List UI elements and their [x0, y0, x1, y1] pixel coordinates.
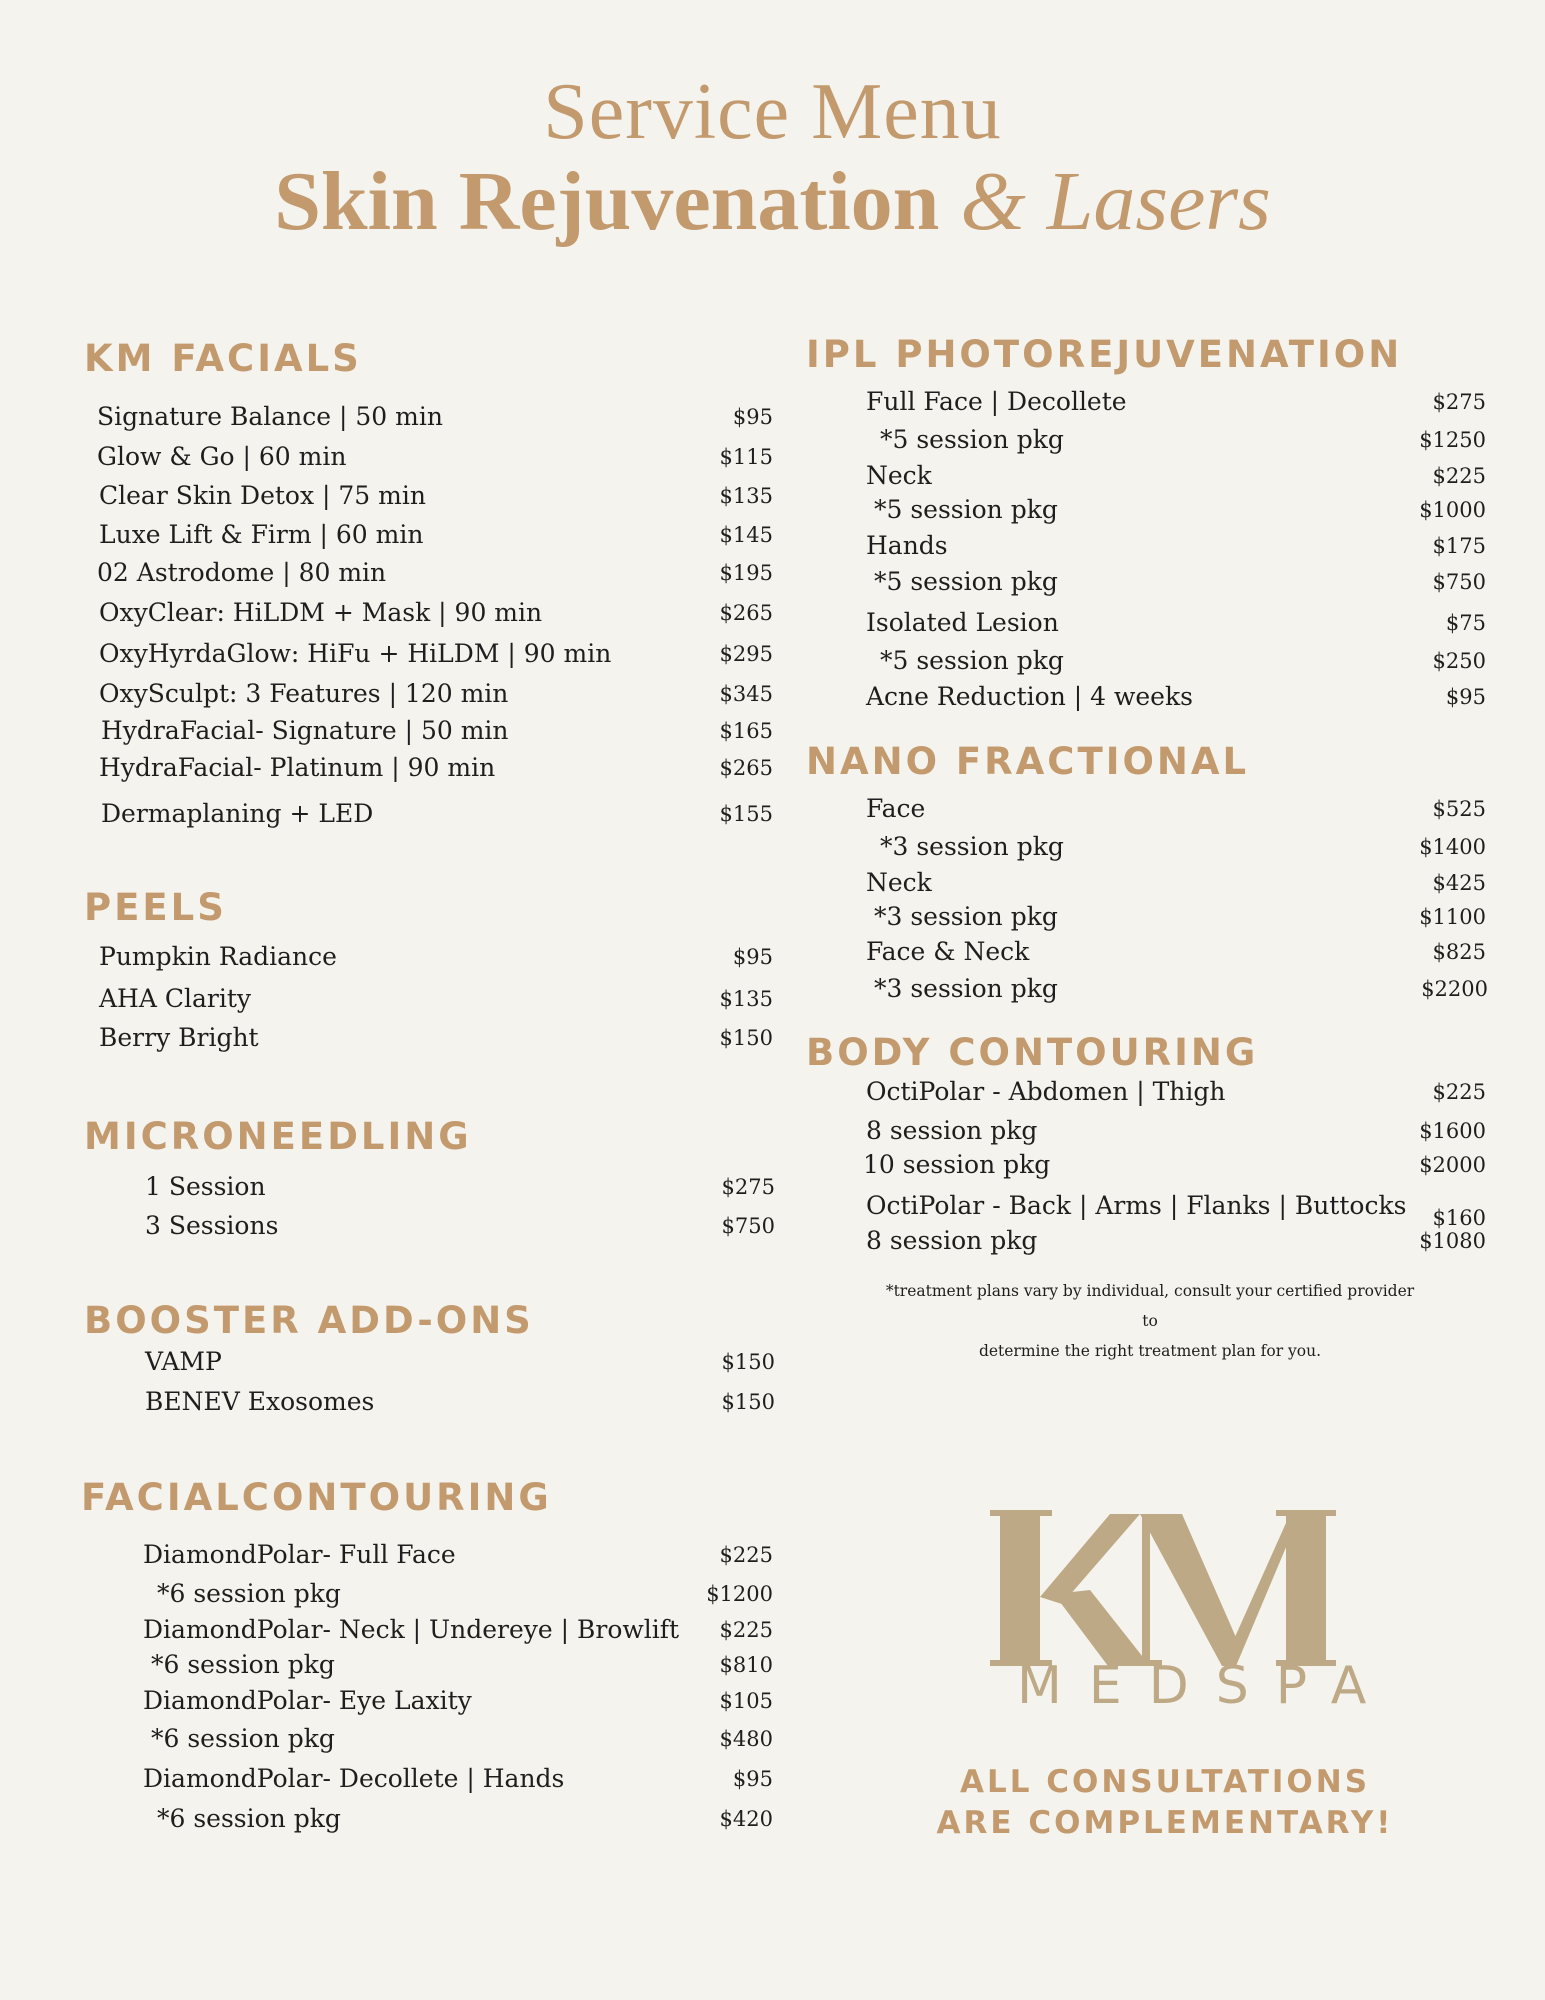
page-title: Service Menu — [543, 68, 1002, 156]
menu-item — [151, 1722, 773, 1756]
item-price: $155 — [719, 802, 773, 826]
item-name: VAMP — [145, 1347, 222, 1376]
menu-item — [866, 935, 1486, 969]
item-price: $810 — [719, 1653, 773, 1677]
item-name: 8 session pkg — [866, 1226, 1038, 1255]
item-price: $160 — [1432, 1206, 1486, 1230]
menu-item — [874, 900, 1486, 934]
item-price: $1000 — [1419, 498, 1486, 522]
item-name: HydraFacial- Platinum | 90 min — [99, 753, 496, 782]
item-price: $135 — [719, 987, 773, 1011]
item-price: $275 — [1432, 390, 1486, 414]
item-price: $425 — [1432, 871, 1486, 895]
menu-item — [157, 1577, 773, 1611]
consultation-banner — [900, 1762, 1430, 1844]
item-name: Neck — [866, 461, 932, 490]
section-heading-body-contouring: BODY CONTOURING — [806, 1031, 1259, 1074]
item-name: Signature Balance | 50 min — [97, 402, 443, 431]
menu-item — [99, 596, 773, 630]
menu-item — [97, 400, 773, 434]
item-name: DiamondPolar- Neck | Undereye | Browlift — [143, 1615, 680, 1644]
menu-item — [866, 680, 1486, 714]
menu-item — [99, 479, 773, 513]
menu-item — [143, 1762, 773, 1796]
logo-wordmark: MEDSPA — [1017, 1656, 1394, 1716]
item-price: $115 — [719, 445, 773, 469]
item-price: $75 — [1445, 611, 1486, 635]
item-name: OctiPolar - Abdomen | Thigh — [866, 1077, 1226, 1106]
menu-item — [874, 565, 1486, 599]
item-name: OctiPolar - Back | Arms | Flanks | Buttocks — [866, 1191, 1407, 1220]
menu-item — [880, 423, 1486, 457]
item-price: $1100 — [1419, 905, 1486, 929]
item-name: Hands — [866, 531, 948, 560]
item-price: $95 — [732, 405, 773, 429]
menu-item — [863, 1148, 1486, 1182]
menu-item — [99, 751, 773, 785]
item-price: $250 — [1432, 649, 1486, 673]
menu-item — [99, 637, 773, 671]
item-price: $2000 — [1419, 1153, 1486, 1177]
section-heading-nano-fractional: NANO FRACTIONAL — [806, 740, 1250, 783]
item-price: $295 — [719, 642, 773, 666]
menu-item — [145, 1385, 775, 1419]
cta-line: ALL CONSULTATIONS — [959, 1764, 1371, 1800]
item-name: *6 session pkg — [157, 1804, 341, 1833]
section-heading-facial-contouring: FACIALCONTOURING — [81, 1476, 552, 1519]
section-heading-ipl-photorejuvenation: IPL PHOTOREJUVENATION — [806, 333, 1403, 376]
disclaimer-line: determine the right treatment plan for you. — [978, 1342, 1322, 1360]
item-price: $225 — [1432, 464, 1486, 488]
logo-m-diagonal — [1140, 1514, 1238, 1666]
item-name: 3 Sessions — [145, 1211, 279, 1240]
item-name: 8 session pkg — [866, 1116, 1038, 1145]
section-heading-microneedling: MICRONEEDLING — [84, 1115, 472, 1158]
menu-item — [99, 940, 773, 974]
item-name: Luxe Lift & Firm | 60 min — [99, 520, 424, 549]
item-name: 02 Astrodome | 80 min — [97, 558, 387, 587]
item-price: $150 — [721, 1350, 775, 1374]
item-price: $480 — [719, 1727, 773, 1751]
item-name: *5 session pkg — [874, 495, 1058, 524]
item-name: *3 session pkg — [880, 832, 1064, 861]
menu-item — [866, 385, 1486, 419]
item-name: Dermaplaning + LED — [101, 799, 374, 828]
item-name: 10 session pkg — [863, 1150, 1051, 1179]
menu-item — [866, 1075, 1486, 1109]
menu-item — [866, 459, 1486, 493]
menu-item — [866, 866, 1486, 900]
item-name: Berry Bright — [99, 1023, 259, 1052]
item-price: $1080 — [1419, 1229, 1486, 1253]
item-price: $225 — [719, 1543, 773, 1567]
menu-item — [866, 1189, 1486, 1230]
menu-item — [143, 1538, 773, 1572]
menu-item — [866, 792, 1486, 826]
item-name: OxyClear: HiLDM + Mask | 90 min — [99, 598, 543, 627]
item-name: Face & Neck — [866, 937, 1030, 966]
item-price: $1250 — [1419, 428, 1486, 452]
item-price: $1600 — [1419, 1119, 1486, 1143]
menu-item — [99, 677, 773, 711]
logo-k-stem — [1000, 1514, 1040, 1664]
item-name: Neck — [866, 868, 932, 897]
item-price: $150 — [719, 1026, 773, 1050]
menu-item — [145, 1209, 775, 1243]
item-price: $825 — [1432, 940, 1486, 964]
item-name: AHA Clarity — [99, 984, 252, 1013]
item-name: *5 session pkg — [874, 567, 1058, 596]
item-name: BENEV Exosomes — [145, 1387, 375, 1416]
item-price: $345 — [719, 682, 773, 706]
item-price: $145 — [719, 523, 773, 547]
item-name: 1 Session — [145, 1172, 266, 1201]
item-name: OxyHyrdaGlow: HiFu + HiLDM | 90 min — [99, 639, 612, 668]
section-heading-km-facials: KM FACIALS — [84, 337, 362, 380]
subtitle-bold: Skin Rejuvenation — [274, 155, 940, 248]
disclaimer — [880, 1276, 1420, 1366]
item-price: $225 — [1432, 1080, 1486, 1104]
item-price: $105 — [719, 1689, 773, 1713]
section-heading-peels: PEELS — [84, 886, 227, 929]
item-name: *3 session pkg — [874, 902, 1058, 931]
item-name: DiamondPolar- Full Face — [143, 1540, 456, 1569]
menu-item — [143, 1684, 773, 1718]
item-price: $165 — [719, 719, 773, 743]
item-name: Acne Reduction | 4 weeks — [866, 682, 1193, 711]
menu-item — [145, 1345, 775, 1379]
item-name: *5 session pkg — [880, 425, 1064, 454]
item-name: *6 session pkg — [157, 1579, 341, 1608]
item-price: $150 — [721, 1390, 775, 1414]
menu-item — [866, 1224, 1486, 1258]
item-name: Face — [866, 794, 926, 823]
subtitle-italic: & Lasers — [960, 155, 1271, 248]
menu-item — [157, 1802, 773, 1836]
menu-item — [874, 493, 1486, 527]
item-price: $195 — [719, 561, 773, 585]
item-price: $95 — [732, 945, 773, 969]
item-price: $265 — [719, 601, 773, 625]
item-price: $525 — [1432, 797, 1486, 821]
item-name: Pumpkin Radiance — [99, 942, 337, 971]
item-price: $135 — [719, 484, 773, 508]
menu-item — [99, 1021, 773, 1055]
item-price: $1400 — [1419, 835, 1486, 859]
item-price: $175 — [1432, 534, 1486, 558]
item-name: *3 session pkg — [874, 974, 1058, 1003]
item-name: Full Face | Decollete — [866, 387, 1127, 416]
item-price: $750 — [721, 1214, 775, 1238]
menu-item — [866, 606, 1486, 640]
item-price: $95 — [1445, 685, 1486, 709]
cta-line: ARE COMPLEMENTARY! — [936, 1805, 1394, 1841]
item-name: Glow & Go | 60 min — [97, 442, 347, 471]
logo-m-stem — [1286, 1514, 1326, 1666]
item-name: DiamondPolar- Decollete | Hands — [143, 1764, 565, 1793]
item-price: $265 — [719, 756, 773, 780]
item-price: $275 — [721, 1175, 775, 1199]
item-name: *5 session pkg — [880, 646, 1064, 675]
page-subtitle — [0, 155, 1545, 248]
item-price: $225 — [719, 1618, 773, 1642]
item-price: $2200 — [1421, 977, 1488, 1001]
item-name: Clear Skin Detox | 75 min — [99, 481, 426, 510]
item-price: $95 — [732, 1767, 773, 1791]
menu-item — [880, 830, 1486, 864]
menu-item — [866, 529, 1486, 563]
menu-item — [101, 714, 773, 748]
menu-item — [866, 1114, 1486, 1148]
menu-item — [99, 518, 773, 552]
menu-item — [101, 797, 773, 831]
menu-item — [874, 972, 1488, 1006]
menu-item — [97, 440, 773, 474]
disclaimer-line: *treatment plans vary by individual, consult your certified provider to — [885, 1282, 1415, 1330]
item-name: DiamondPolar- Eye Laxity — [143, 1686, 472, 1715]
item-name: *6 session pkg — [151, 1724, 335, 1753]
item-price: $1200 — [706, 1582, 773, 1606]
menu-item — [151, 1648, 773, 1682]
menu-item — [97, 556, 773, 590]
item-name: OxySculpt: 3 Features | 120 min — [99, 679, 509, 708]
item-name: *6 session pkg — [151, 1650, 335, 1679]
menu-item — [99, 982, 773, 1016]
item-name: HydraFacial- Signature | 50 min — [101, 716, 509, 745]
menu-item — [143, 1613, 773, 1647]
menu-item — [145, 1170, 775, 1204]
item-price: $750 — [1432, 570, 1486, 594]
item-name: Isolated Lesion — [866, 608, 1059, 637]
item-price: $420 — [719, 1807, 773, 1831]
logo-k-leg — [1054, 1590, 1150, 1666]
section-heading-booster-add-ons: BOOSTER ADD-ONS — [84, 1299, 534, 1342]
menu-item — [880, 644, 1486, 678]
